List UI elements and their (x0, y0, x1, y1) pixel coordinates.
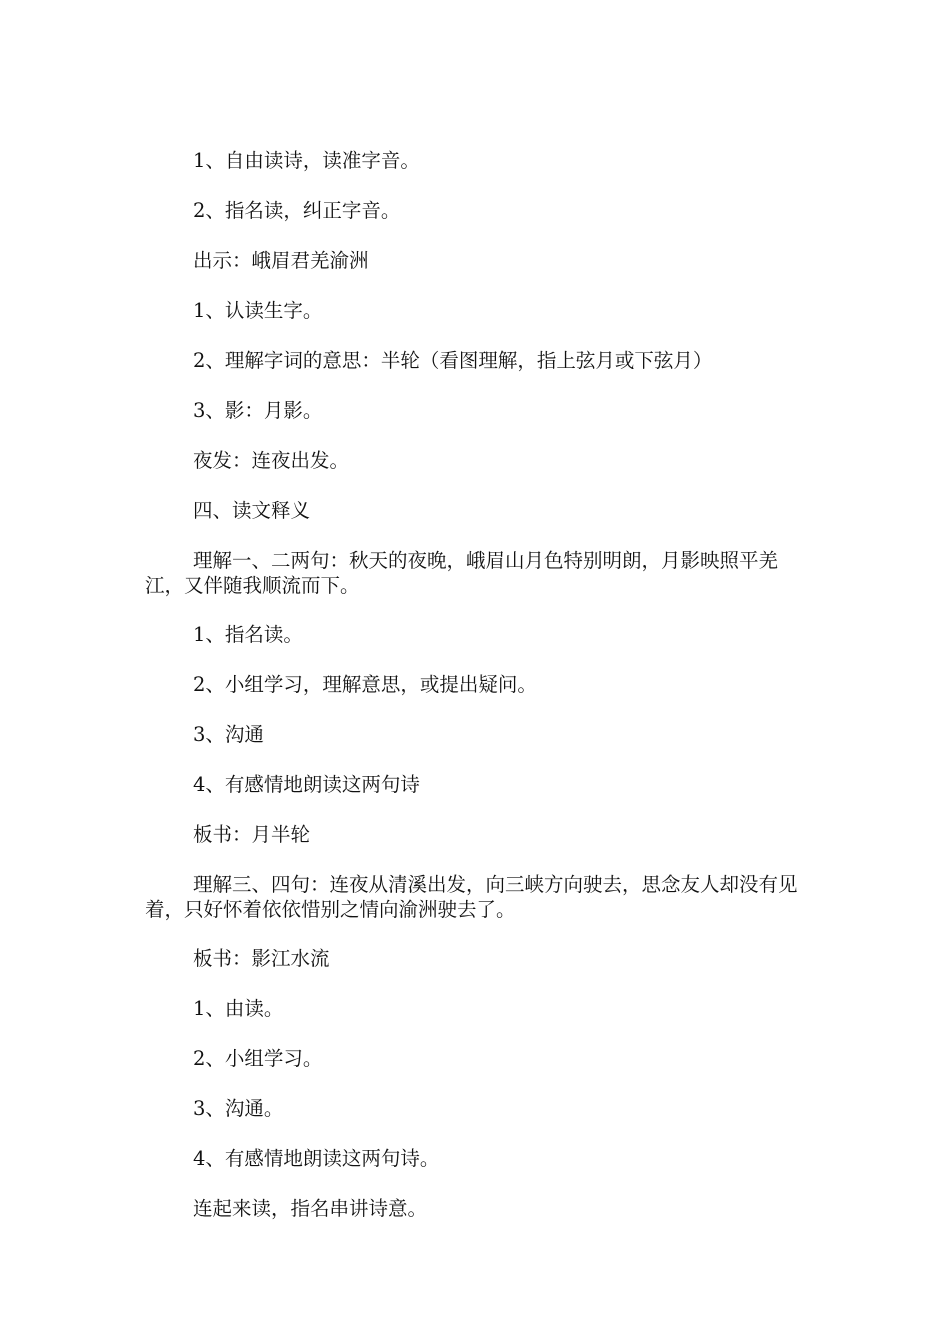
paragraph-2: 2、指名读，纠正字音。 (193, 199, 401, 222)
paragraph-21: 连起来读，指名串讲诗意。 (193, 1197, 428, 1220)
paragraph-20: 4、有感情地朗读这两句诗。 (193, 1147, 440, 1170)
paragraph-4: 1、认读生字。 (193, 299, 323, 322)
paragraph-9: 理解一、二两句：秋天的夜晚，峨眉山月色特别明朗，月影映照平羌江，又伴随我顺流而下。 (145, 549, 779, 597)
paragraph-16: 板书：影江水流 (193, 947, 330, 970)
paragraph-14: 板书：月半轮 (193, 823, 311, 846)
paragraph-19: 3、沟通。 (193, 1097, 284, 1120)
paragraph-17: 1、由读。 (193, 997, 284, 1020)
paragraph-1: 1、自由读诗，读准字音。 (193, 149, 420, 172)
paragraph-5: 2、理解字词的意思：半轮（看图理解，指上弦月或下弦月） (193, 349, 713, 372)
paragraph-11: 2、小组学习，理解意思，或提出疑问。 (193, 673, 537, 696)
section-heading: 四、读文释义 (193, 499, 311, 522)
paragraph-7: 夜发：连夜出发。 (193, 449, 350, 472)
paragraph-10: 1、指名读。 (193, 623, 303, 646)
paragraph-13: 4、有感情地朗读这两句诗 (193, 773, 420, 796)
paragraph-6: 3、影：月影。 (193, 399, 323, 422)
paragraph-12: 3、沟通 (193, 723, 264, 746)
paragraph-15: 理解三、四句：连夜从清溪出发，向三峡方向驶去，思念友人却没有见着，只好怀着依依惜别之情向渝洲驶去了。 (145, 873, 798, 921)
paragraph-18: 2、小组学习。 (193, 1047, 323, 1070)
paragraph-3: 出示：峨眉君羌渝洲 (193, 249, 369, 272)
